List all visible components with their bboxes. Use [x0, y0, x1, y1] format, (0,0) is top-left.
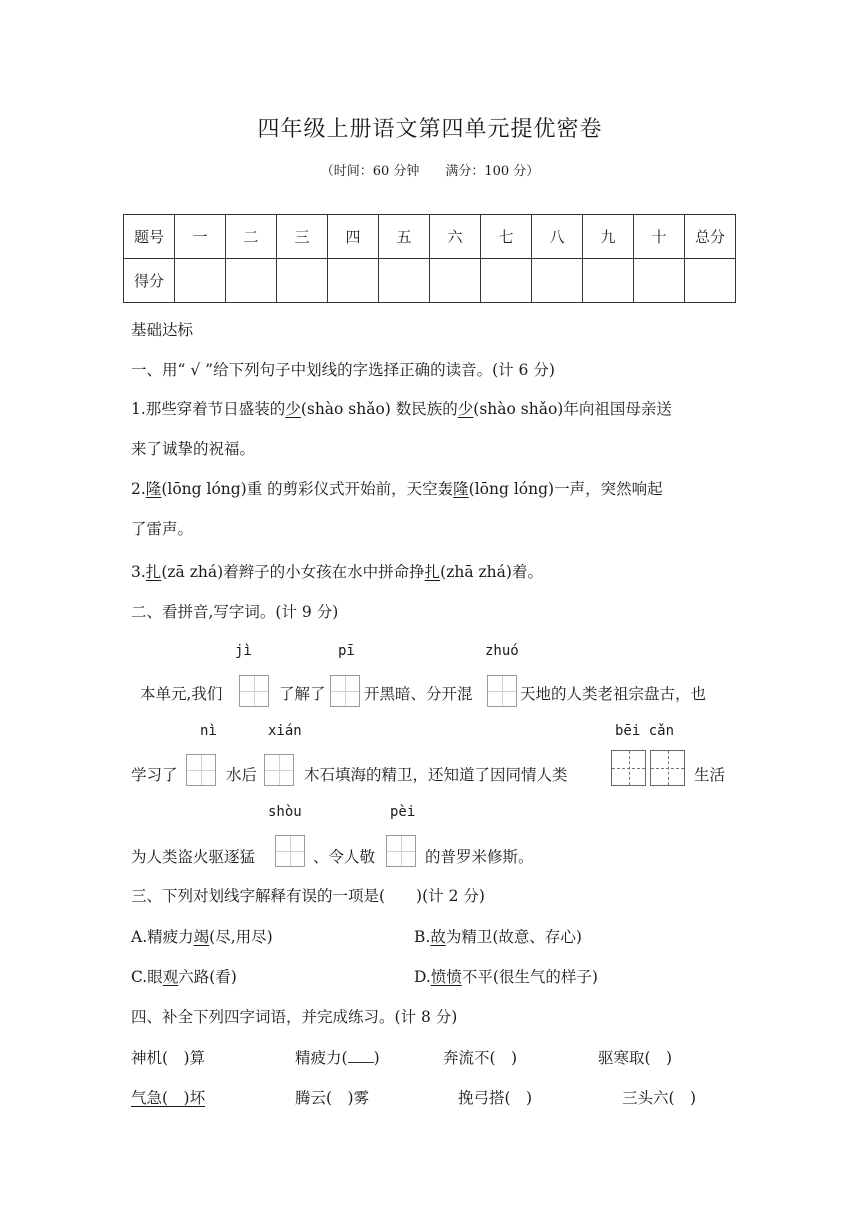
- writing-box[interactable]: [264, 754, 294, 786]
- q4-word-underlined: 气急( )坏: [131, 1089, 206, 1107]
- q2-title: 二、看拼音,写字词。(计 9 分): [131, 603, 339, 621]
- underlined-char: 扎: [424, 563, 441, 581]
- q3-option-c[interactable]: C.眼观六路(看): [131, 968, 237, 986]
- underlined-char: 观: [162, 968, 179, 986]
- underlined-char: 扎: [145, 563, 162, 581]
- underlined-char: 少: [457, 400, 474, 418]
- q1-item2-line1: 2.隆(lōng lóng)重 的剪彩仪式开始前，天空轰隆(lōng lóng)一声，突然响起: [131, 480, 663, 498]
- q2-text: 为人类盗火驱逐猛: [131, 848, 256, 866]
- exam-info: （时间：60 分钟 满分：100 分）: [320, 164, 540, 179]
- q2-text: 了解了: [279, 685, 326, 703]
- q4-word: 神机( )算: [131, 1049, 206, 1067]
- q4-title: 四、补全下列四字词语，并完成练习。(计 8 分): [131, 1008, 458, 1026]
- underlined-char: 少: [285, 400, 301, 418]
- pinyin: shòu: [268, 804, 302, 820]
- underlined-char: 愤愤: [430, 968, 462, 986]
- q1-item3: 3.扎(zā zhá)着辫子的小女孩在水中拼命挣扎(zhā zhá)着。: [131, 563, 543, 581]
- q2-text: 、令人敬: [313, 848, 376, 866]
- score-table-header-cell: 五: [379, 215, 430, 259]
- score-table-header-cell: 七: [481, 215, 532, 259]
- q3-option-b[interactable]: B.故为精卫(故意、存心): [414, 928, 582, 946]
- writing-box[interactable]: [650, 750, 685, 786]
- writing-box[interactable]: [186, 754, 216, 786]
- score-table-header-cell: 一: [175, 215, 226, 259]
- q1-item2-line2: 了雷声。: [131, 520, 194, 538]
- score-cell[interactable]: [328, 259, 379, 303]
- q3-option-a[interactable]: A.精疲力竭(尽,用尽): [131, 928, 273, 946]
- q4-word: 三头六( ): [622, 1089, 697, 1107]
- writing-box[interactable]: [611, 750, 646, 786]
- underlined-char: 竭: [193, 928, 210, 946]
- q1-item1-line2: 来了诚挚的祝福。: [131, 440, 256, 458]
- q2-text: 本单元,我们: [140, 685, 223, 703]
- score-table-header-cell: 三: [277, 215, 328, 259]
- pinyin: xián: [268, 723, 302, 739]
- q3-option-d[interactable]: D.愤愤不平(很生气的样子): [414, 968, 598, 986]
- writing-box[interactable]: [386, 835, 416, 867]
- q1-title: 一、用“ √ ”给下列句子中划线的字选择正确的读音。(计 6 分): [131, 361, 555, 379]
- underlined-char: 隆: [145, 480, 162, 498]
- q2-text: 木石填海的精卫，还知道了因同情人类: [304, 766, 568, 784]
- q2-text: 开黑暗、分开混: [364, 685, 473, 703]
- q2-text: 水后: [226, 766, 258, 784]
- score-cell[interactable]: [532, 259, 583, 303]
- score-cell[interactable]: [379, 259, 430, 303]
- q2-text: 的普罗米修斯。: [425, 848, 534, 866]
- section-heading: 基础达标: [131, 321, 194, 339]
- underlined-char: 故: [430, 928, 446, 946]
- score-cell[interactable]: [277, 259, 328, 303]
- q4-word: 精疲力( ): [295, 1049, 380, 1067]
- q1-item1-line1: 1.那些穿着节日盛装的少(shào shǎo) 数民族的少(shào shǎo)年向祖国母亲送: [131, 400, 672, 418]
- writing-box[interactable]: [487, 675, 517, 707]
- score-table-header-cell: 九: [583, 215, 634, 259]
- pinyin: nì: [200, 723, 217, 739]
- writing-box[interactable]: [330, 675, 360, 707]
- score-table-score-row: [124, 259, 736, 303]
- score-table-header-cell: 二: [226, 215, 277, 259]
- q3-title: 三、下列对划线字解释有误的一项是( )(计 2 分): [131, 887, 485, 905]
- answer-blank[interactable]: [348, 1048, 374, 1063]
- page-title: 四年级上册语文第四单元提优密卷: [257, 117, 603, 142]
- pinyin: zhuó: [485, 643, 519, 659]
- score-cell[interactable]: [634, 259, 685, 303]
- score-table: [123, 214, 736, 303]
- score-table-header-cell: 题号: [124, 215, 175, 259]
- q2-text: 生活: [694, 766, 726, 784]
- score-table-header-row: [124, 215, 736, 259]
- q4-word: 挽弓搭( ): [458, 1089, 533, 1107]
- score-table-header-cell: 八: [532, 215, 583, 259]
- score-cell[interactable]: [481, 259, 532, 303]
- pinyin: pī: [338, 643, 355, 659]
- q4-word: 奔流不( ): [443, 1049, 518, 1067]
- q4-word: 腾云( )雾: [295, 1089, 370, 1107]
- pinyin: jì: [235, 643, 252, 659]
- pinyin: bēi cǎn: [615, 723, 675, 739]
- writing-box[interactable]: [275, 835, 305, 867]
- writing-box[interactable]: [239, 675, 269, 707]
- score-cell[interactable]: [175, 259, 226, 303]
- score-cell[interactable]: [226, 259, 277, 303]
- score-cell[interactable]: [685, 259, 736, 303]
- q2-text: 天地的人类老祖宗盘古，也: [520, 685, 707, 703]
- score-cell[interactable]: [583, 259, 634, 303]
- score-cell[interactable]: [430, 259, 481, 303]
- q2-text: 学习了: [131, 766, 178, 784]
- score-table-header-cell: 十: [634, 215, 685, 259]
- q4-word: 驱寒取( ): [598, 1049, 673, 1067]
- score-table-header-cell: 六: [430, 215, 481, 259]
- score-table-header-cell: 四: [328, 215, 379, 259]
- pinyin: pèi: [390, 804, 416, 820]
- score-row-label: 得分: [124, 259, 175, 303]
- score-table-header-cell: 总分: [685, 215, 736, 259]
- underlined-char: 隆: [453, 480, 469, 498]
